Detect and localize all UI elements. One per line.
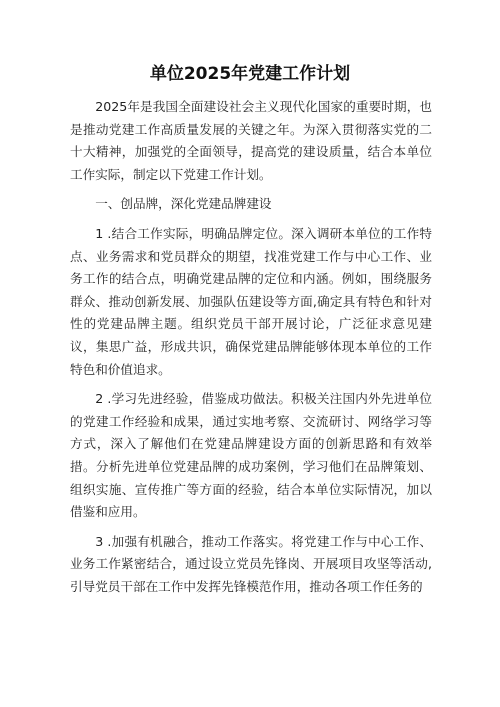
item-paragraph-2: 2 .学习先进经验，借鉴成功做法。积极关注国内外先进单位的党建工作经验和成果，通过实地考察、交流研讨、网络学习等方式，深入了解他们在党建品牌建设方面的创新思路和有效举措。分析先进单位党建品牌的成功案例，学习他们在品牌策划、组织实施、宣传推广等方面的经验，结合本单位实际情况，加以借鉴和应用。 [70,391,432,520]
document-body [70,96,432,605]
item-paragraph-1: 1 .结合工作实际，明确品牌定位。深入调研本单位的工作特点、业务需求和党员群众的期望，找准党建工作与中心工作、业务工作的结合点，明确党建品牌的定位和内涵。例如，围绕服务群众、推动创新发展、加强队伍建设等方面,确定具有特色和针对性的党建品牌主题。组织党员干部开展讨论，广泛征求意见建议，集思广益，形成共识，确保党建品牌能够体现本单位的工作特色和价值追求。 [70,225,432,377]
item-paragraph-3: 3 .加强有机融合，推动工作落实。将党建工作与中心工作、业务工作紧密结合，通过设立党员先锋岗、开展项目攻坚等活动,引导党员干部在工作中发挥先锋模范作用，推动各项工作任务的 [70,533,432,594]
document-title: 单位2025年党建工作计划 [149,64,351,84]
section-heading: 一、创品牌，深化党建品牌建设 [95,196,272,212]
intro-paragraph: 2025年是我国全面建设社会主义现代化国家的重要时期，也是推动党建工作高质量发展的关键之年。为深入贯彻落实党的二十大精神，加强党的全面领导，提高党的建设质量，结合本单位工作实际，制定以下党建工作计划。 [70,99,432,182]
